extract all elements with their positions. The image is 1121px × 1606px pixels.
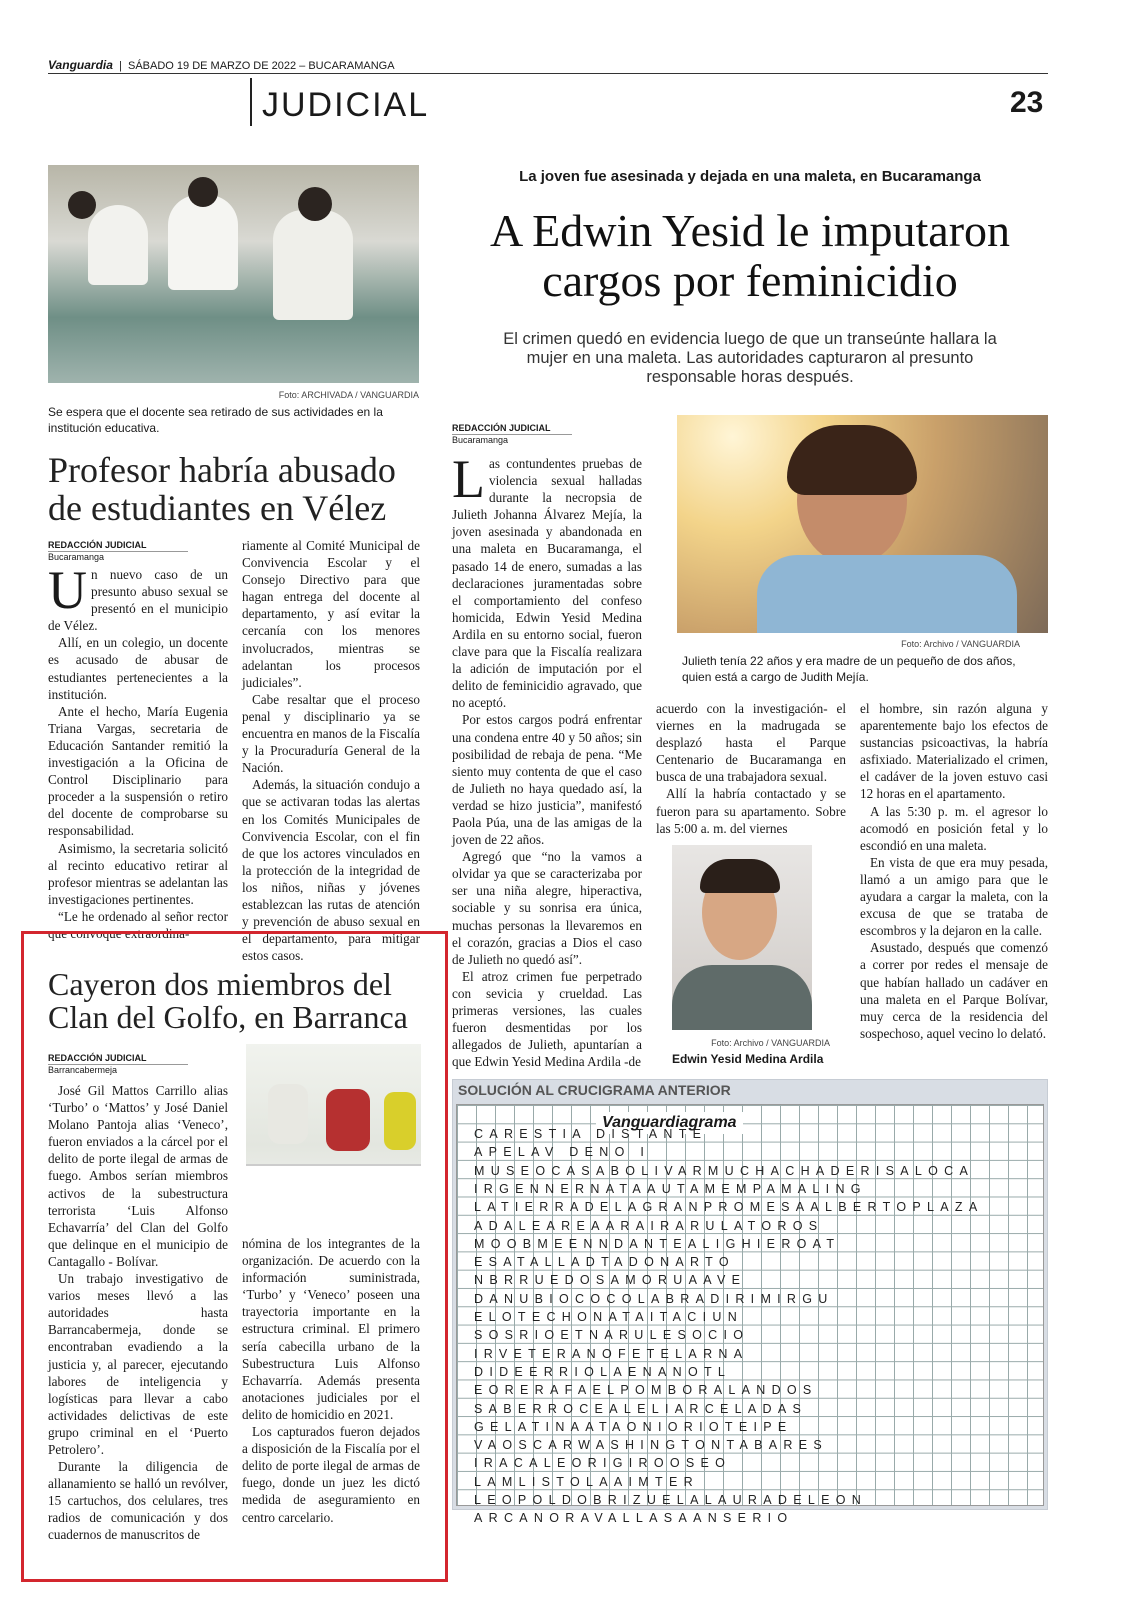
dateline: SÁBADO 19 DE MARZO DE 2022 – BUCARAMANGA (128, 60, 395, 72)
paragraph: nómina de los integrantes de la organización. De acuerdo con la información suministrada, ‘Turbo’ y ‘Veneco’ poseen una trayectoria importante en la estructura criminal. El primero sería cabecilla urbano de la Subestructura Luis Alfonso Echavarría. Además presenta anotaciones judiciales por el delito de homicidio en 2021. (242, 1236, 420, 1422)
byline-author: REDACCIÓN JUDICIAL (452, 423, 551, 433)
article-column-2 (656, 700, 846, 837)
paragraph: Asustado, después que comenzó a correr por redes el mensaje de que habían hallado un cadáver en una maleta en el Parque Bolívar, muy cerca de la residencia del sospechoso, aquel vecino lo delató. (860, 940, 1048, 1041)
article-column-3 (860, 700, 1048, 1042)
masthead: Vanguardia | SÁBADO 19 DE MARZO DE 2022 – BUCARAMANGA (48, 58, 395, 72)
byline-author: REDACCIÓN JUDICIAL (48, 540, 147, 550)
page-number: 23 (1010, 86, 1044, 119)
photo-credit: Foto: Archivo / VANGUARDIA (711, 1038, 830, 1048)
paragraph: El atroz crimen fue perpetrado con sevicia y crueldad. Las primeras versiones, las cuales fueron desmentidas por los allegados de Julieth, apuntarían a que Edwin Yesid Medina Ardila -de (452, 968, 642, 1070)
paragraph: En vista de que era muy pesada, llamó a un amigo para que le ayudara a cargar la maleta, con la excusa de que se trataba de escombros y la dejaron en la calle. (860, 854, 1048, 939)
brand-logo: Vanguardia (48, 58, 113, 72)
byline-author: REDACCIÓN JUDICIAL (48, 1053, 147, 1063)
crossword-row: IRGENNERNATAAUTAMEMPAMALING (474, 1181, 867, 1196)
section-divider (250, 78, 252, 126)
suspect-photo (672, 845, 812, 1030)
paragraph: el hombre, sin razón alguna y aparentemente bajo los efectos de sustancias psicoactivas, la habría asfixiado. Materializado el crimen, el cadáver de la joven estuvo casi 12 horas en el apartamento. (860, 701, 1048, 802)
highlight-box (21, 931, 448, 1582)
crossword-row: GELATINAATAONIORIOTEIPE (474, 1419, 793, 1434)
paragraph: Un trabajo investigativo de varios meses llevó a las autoridades hasta Barrancabermeja, donde se encontraban evadiendo a la justicia y, al parecer, ejecutando labores de inteligencia y logísticas para llevar a cabo actividades delictivas de este grupo criminal en el ‘Puerto Petrolero’. (48, 1271, 228, 1457)
crossword-row: LAMLISTOLAAIMTER (474, 1474, 699, 1489)
article-column-1 (452, 449, 642, 1070)
paragraph: “Le he ordenado al señor rector que convoque extraordina- (48, 908, 228, 941)
crossword-row: ARCANORAVALLASAANSERIO (474, 1511, 794, 1526)
byline (452, 423, 572, 445)
main-headline: A Edwin Yesid le imputaron cargos por feminicidio (489, 205, 1011, 306)
crossword-row: APELAV DENO I (474, 1145, 651, 1160)
byline-location: Bucaramanga (48, 551, 188, 562)
crossword-row: DIDEERRIOLAENANOTL (474, 1364, 732, 1379)
header-rule (48, 73, 1048, 74)
byline-location: Bucaramanga (452, 434, 572, 445)
kicker: La joven fue asesinada y dejada en una maleta, en Bucaramanga (519, 168, 981, 185)
headline: Profesor habría abusado de estudiantes en Vélez (48, 450, 396, 528)
crossword-row: LATIERRADELAGRANPROMESAALBERTOPLAZA (474, 1200, 984, 1215)
byline (48, 540, 188, 562)
photo-credit: Foto: ARCHIVADA / VANGUARDIA (278, 390, 419, 400)
paragraph: José Gil Mattos Carrillo alias ‘Turbo’ o ‘Mattos’ y José Daniel Molano Pantoja alias ‘Veneco’, fueron enviados a la cárcel por el delito de porte ilegal de armas de fuego. Ambos serían miembros activos de la subestructura terrorista ‘Luis Alfonso Echavarría’ del Clan del Golfo que delinque en el municipio de Cantagallo - Bolívar. (48, 1083, 228, 1269)
photo-caption: Julieth tenía 22 años y era madre de un pequeño de dos años, quien está a cargo de Judith Mejía. (682, 654, 1016, 684)
crossword-row: MUSEOCASABOLIVARMUCHACHADERISALOCA (474, 1163, 975, 1178)
deck: El crimen quedó en evidencia luego de que un transeúnte hallara la mujer en una maleta. Las autoridades capturaron al presunto responsable horas después. (503, 330, 997, 386)
paragraph: Un nuevo caso de un presunto abuso sexual se presentó en el municipio de Vélez. (48, 560, 228, 634)
victim-photo (677, 415, 1048, 633)
paragraph: acuerdo con la investigación- el viernes en la madrugada se desplazó hasta el Parque Centenario de Bucaramanga en busca de una trabajadora sexual. (656, 701, 846, 785)
paragraph: Los capturados fueron dejados a disposición de la Fiscalía por el delito de porte ilegal de armas de fuego, donde un juez les dictó medida de aseguramiento en centro carcelario. (242, 1424, 420, 1525)
photo-caption: Edwin Yesid Medina Ardila (672, 1052, 824, 1066)
article-column-1 (48, 560, 228, 942)
crossword-row: LEOPOLDOBRIZUELALAURADELEON (474, 1493, 868, 1507)
paragraph: Agregó que “no la vamos a olvidar ya que se caracterizaba por ser una niña alegre, hiperactiva, sociable y su sonrisa era única, muchas personas la llevaremos en el corazón, gracias a Dios el caso de Julieth no quedó así”. (452, 849, 642, 967)
paragraph: Asimismo, la secretaria solicitó al recinto educativo retirar al profesor mientras se adelantan las investigaciones pertinentes. (48, 840, 228, 907)
headline: Cayeron dos miembros del Clan del Golfo, en Barranca (48, 966, 408, 1035)
crossword-row: IRACALEORIGIROOSEO (474, 1456, 732, 1471)
paragraph: Allí, en un colegio, un docente es acusado de abusar de estudiantes pertenecientes a la institución. (48, 635, 228, 702)
crossword-logo: Vanguardiagrama (596, 1112, 743, 1134)
paragraph: A las 5:30 p. m. el agresor lo acomodó en posición fetal y lo escondió en una maleta. (860, 803, 1048, 853)
paragraph: Allí la habría contactado y se fueron para su apartamento. Sobre las 5:00 a. m. del viernes (656, 786, 846, 836)
article-column-2 (242, 537, 420, 964)
photo-caption: Se espera que el docente sea retirado de sus actividades en la institución educativa. (48, 405, 383, 435)
paragraph: Además, la situación condujo a que se activaran todas las alertas en los Comités Municipales de Convivencia Escolar, con el fin de que los actores vinculados en la protección de la integridad de los niños, niñas y jóvenes establezcan las rutas de atención y prevención de abuso sexual en el departamento, para mitigar estos casos. (242, 777, 420, 964)
crossword-row: VAOSCARWASHINGTONTABARES (474, 1438, 829, 1453)
crossword-row: MOOBMEENNDANTEALIGHIEROAT (474, 1236, 841, 1251)
crossword-row: EORERAFAELPOMBORALANDOS (474, 1383, 818, 1398)
section-title: JUDICIAL (262, 86, 430, 124)
crossword-row: SOSRIOETNARULESOCIO (474, 1328, 750, 1343)
paragraph: Ante el hecho, María Eugenia Triana Vargas, secretaria de Educación Santander remitió la investigación a la Oficina de Control Disciplinario para proceder a la suspensión o retiro del docente de comprobarse su responsabilidad. (48, 703, 228, 839)
crossword-row: ESATALLADTADONARTO (474, 1255, 735, 1270)
crossword-row: NBRRUEDOSAMORUAAVE (474, 1273, 747, 1288)
byline-location: Barrancabermeja (48, 1064, 188, 1075)
paragraph: Las contundentes pruebas de violencia sexual halladas durante la necropsia de Julieth Johanna Álvarez Mejía, la joven asesinada y abandonada en una maleta en Bucaramanga, el pasado 14 de enero, sumadas a las declaraciones juramentadas sobre el comportamiento del confeso homicida, Edwin Yesid Medina Ardila en su entorno social, fueron clave para que la Fiscalía realizara la adición de imputación por el delito de feminicidio agravado, que no aceptó. (452, 449, 642, 711)
crossword-row: ADALEAREAARAIRARULATOROS (474, 1218, 824, 1233)
crossword-row: CARESTIA DISTANTE (474, 1127, 708, 1141)
classroom-photo (48, 165, 419, 383)
photo-credit: Foto: Archivo / VANGUARDIA (901, 639, 1020, 649)
paragraph: Por estos cargos podrá enfrentar una condena entre 40 y 50 años; sin posibilidad de rebaja de pena. “Me siento muy contenta de que el caso de Julieth no haya quedado así, la verdad se hizo justicia”, manifestó Paola Púa, una de las amigas de la joven de 22 años. (452, 712, 642, 848)
crossword-title: SOLUCIÓN AL CRUCIGRAMA ANTERIOR (458, 1082, 731, 1098)
paragraph: Durante la diligencia de allanamiento se halló un revólver, 15 cartuchos, dos celulares, tres radios de comunicación y dos cuadernos de manuscritos de (48, 1459, 228, 1543)
crossword-row: IRVETERANOFETELARNA (474, 1346, 749, 1361)
paragraph: riamente al Comité Municipal de Convivencia Escolar y el Consejo Directivo para que hagan entrega del docente al departamento, y así evitar la cercanía con los menores involucrados, mientras se adelantan los procesos judiciales”. (242, 538, 420, 690)
crossword-row: ELOTECHONATAITACIUN (474, 1310, 744, 1324)
crossword-row: DANUBIOCOCOLABRADIRIMIRGU (474, 1291, 834, 1306)
paragraph: Cabe resaltar que el proceso penal y disciplinario ya se encuentra en manos de la Fiscalía y la Procuraduría General de la Nación. (242, 691, 420, 776)
crossword-row: SABERROCEALELIARCELADAS (474, 1401, 808, 1416)
